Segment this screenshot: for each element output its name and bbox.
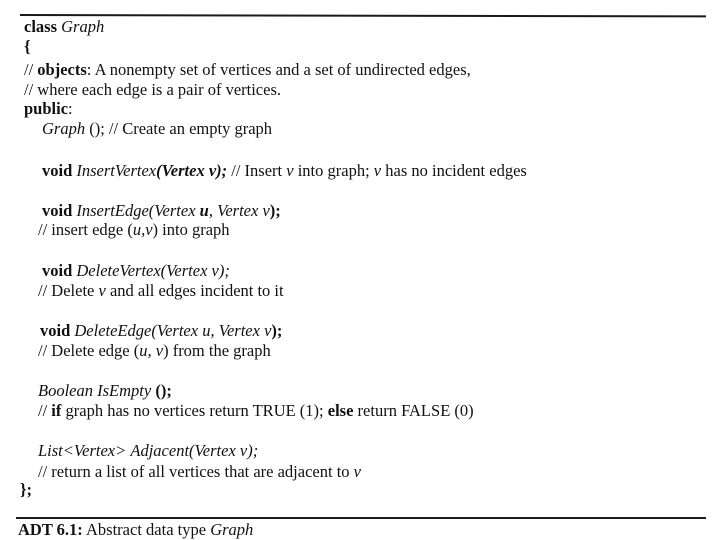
delete-edge-comment: // Delete edge (u, v) from the graph: [38, 341, 271, 360]
adjacent-line: List<Vertex> Adjacent(Vertex v);: [38, 441, 259, 460]
class-declaration: class Graph: [24, 17, 105, 36]
insert-edge-comment: // insert edge (u,v) into graph: [38, 220, 230, 239]
insert-vertex-line: void InsertVertex(Vertex v); // Insert v into graph; v has no incident edges: [42, 161, 527, 180]
delete-vertex-comment: // Delete v and all edges incident to it: [38, 281, 284, 300]
bottom-rule: [16, 517, 706, 519]
public-label: public:: [24, 99, 73, 118]
open-brace: {: [24, 37, 31, 56]
delete-vertex-line: void DeleteVertex(Vertex v);: [42, 261, 230, 280]
top-rule: [20, 14, 706, 17]
constructor-line: Graph (); // Create an empty graph: [42, 119, 273, 138]
objects-comment-cont: // where each edge is a pair of vertices.: [24, 80, 281, 99]
insert-edge-line: void InsertEdge(Vertex u, Vertex v);: [42, 201, 281, 220]
close-brace: };: [20, 480, 32, 499]
caption: ADT 6.1: Abstract data type Graph: [18, 520, 254, 539]
is-empty-line: Boolean IsEmpty ();: [38, 381, 172, 400]
delete-edge-line: void DeleteEdge(Vertex u, Vertex v);: [40, 321, 283, 340]
is-empty-comment: // if graph has no vertices return TRUE (1); else return FALSE (0): [38, 401, 474, 420]
adjacent-comment: // return a list of all vertices that are adjacent to v: [38, 462, 361, 481]
objects-comment: // objects: A nonempty set of vertices and a set of undirected edges,: [24, 60, 471, 79]
